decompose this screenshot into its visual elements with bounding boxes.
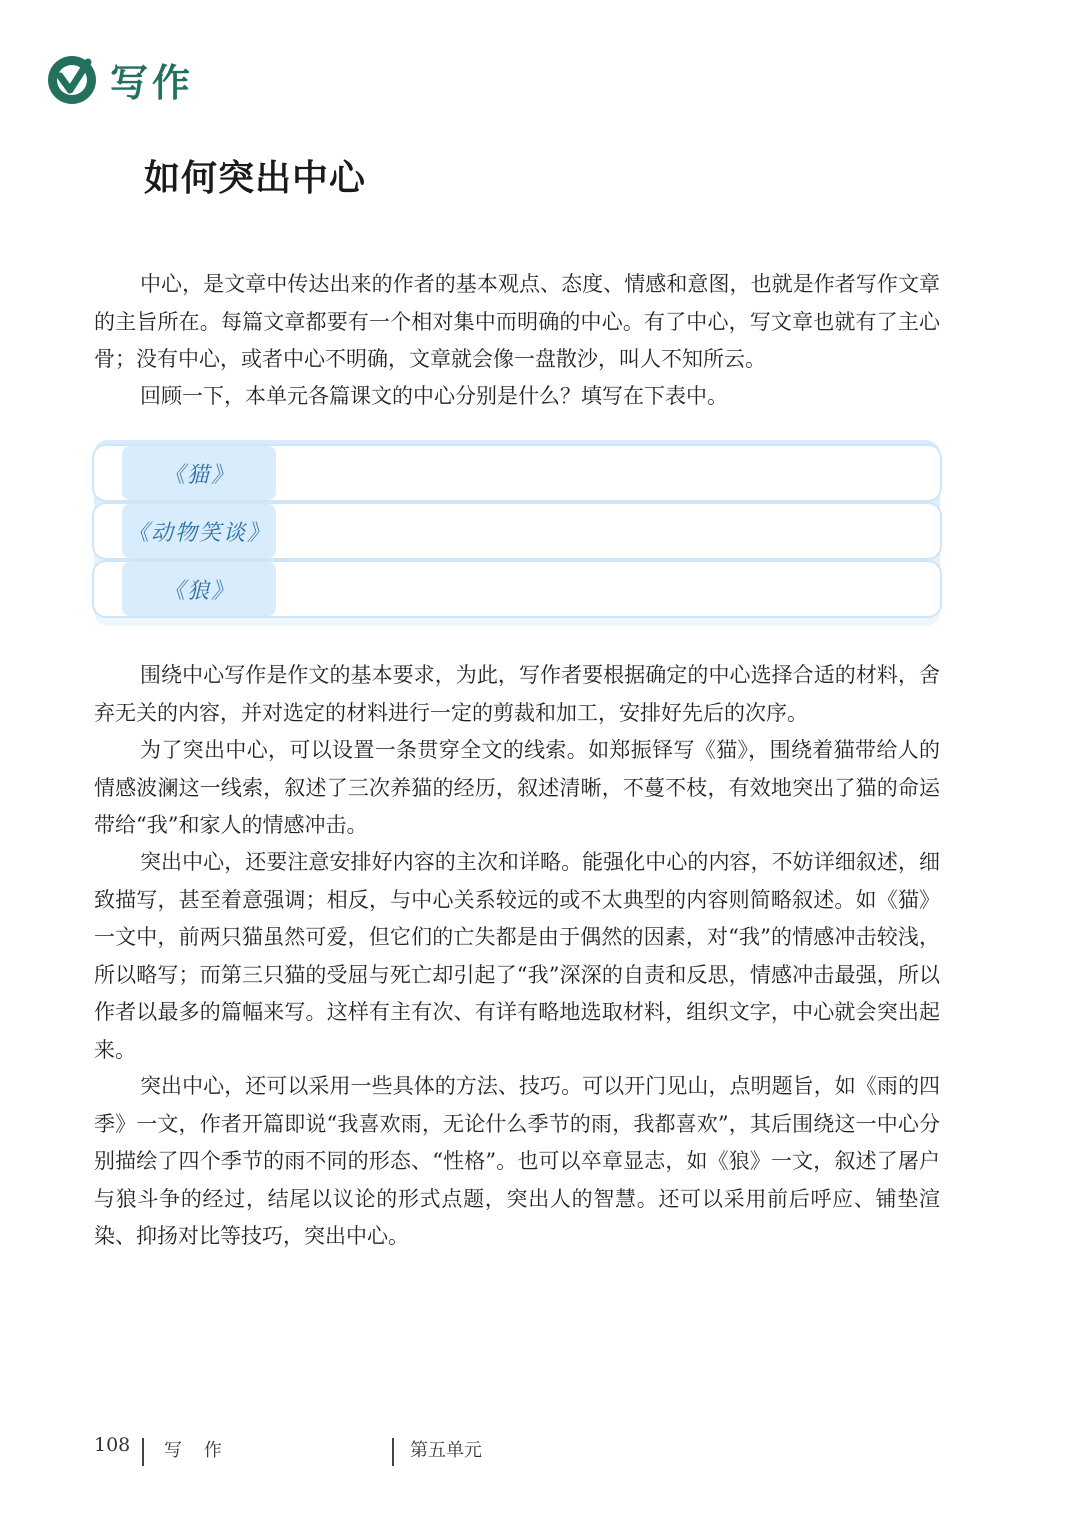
table-row[interactable] — [94, 562, 940, 616]
footer-unit: 第五单元 — [410, 1440, 482, 1461]
intro-paragraph-1: 中心，是文章中传达出来的作者的基本观点、态度、情感和意图，也就是作者写作文章的主旨所在。每篇文章都要有一个相对集中而明确的中心。有了中心，写文章也就有了主心骨；没有中心，或者中心不明确，文章就会像一盘散沙，叫人不知所云。 — [94, 272, 940, 371]
page-title: 如何突出中心 — [144, 157, 367, 199]
footer-section: 写 作 — [164, 1440, 230, 1461]
page-number: 108 — [94, 1434, 131, 1456]
table-row-label: 《动物笑谈》 — [122, 504, 276, 558]
writing-logo-icon — [46, 54, 98, 106]
table-row[interactable] — [94, 504, 940, 558]
table-row-label: 《狼》 — [122, 562, 276, 616]
intro-paragraph-2: 回顾一下，本单元各篇课文的中心分别是什么？填写在下表中。 — [140, 384, 728, 408]
footer-divider — [392, 1438, 394, 1466]
section-title: 写作 — [110, 61, 195, 105]
page-footer — [0, 1432, 1080, 1472]
body-paragraph-2: 为了突出中心，可以设置一条贯穿全文的线索。如郑振铎写《猫》，围绕着猫带给人的情感波澜这一线索，叙述了三次养猫的经历，叙述清晰，不蔓不枝，有效地突出了猫的命运带给“我”和家人的情感冲击。 — [94, 738, 940, 837]
body-paragraph-1: 围绕中心写作是作文的基本要求，为此，写作者要根据确定的中心选择合适的材料，舍弃无关的内容，并对选定的材料进行一定的剪裁和加工，安排好先后的次序。 — [94, 663, 940, 725]
body-paragraph-3: 突出中心，还要注意安排好内容的主次和详略。能强化中心的内容，不妨详细叙述，细致描写，甚至着意强调；相反，与中心关系较远的或不太典型的内容则简略叙述。如《猫》一文中，前两只猫虽然可爱，但它们的亡失都是由于偶然的因素，对“我”的情感冲击较浅，所以略写；而第三只猫的受屈与死亡却引起了“我”深深的自责和反思，情感冲击最强，所以作者以最多的篇幅来写。这样有主有次、有详有略地选取材料，组织文字，中心就会突出起来。 — [94, 850, 940, 1062]
fill-in-table — [94, 440, 940, 626]
table-row[interactable] — [94, 446, 940, 500]
body-paragraph-4: 突出中心，还可以采用一些具体的方法、技巧。可以开门见山，点明题旨，如《雨的四季》一文，作者开篇即说“我喜欢雨，无论什么季节的雨，我都喜欢”，其后围绕这一中心分别描绘了四个季节的雨不同的形态、“性格”。也可以卒章显志，如《狼》一文，叙述了屠户与狼斗争的经过，结尾以议论的形式点题，突出人的智慧。还可以采用前后呼应、铺垫渲染、抑扬对比等技巧，突出中心。 — [94, 1074, 940, 1248]
section-header — [46, 52, 194, 107]
table-row-label: 《猫》 — [122, 446, 276, 500]
footer-divider — [142, 1438, 144, 1466]
